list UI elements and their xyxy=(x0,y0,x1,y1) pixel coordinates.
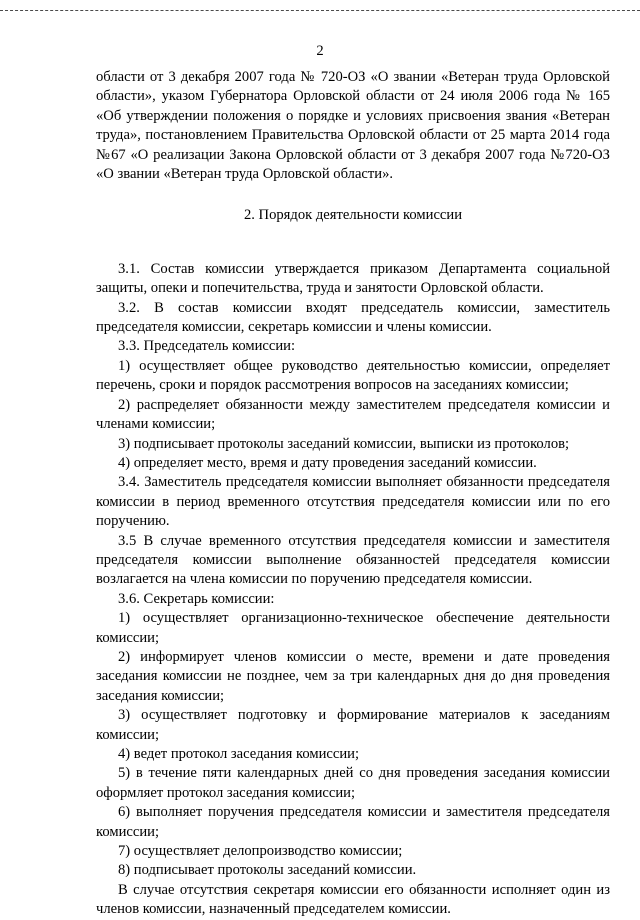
top-divider xyxy=(0,10,640,11)
paragraph: В случае отсутствия секретаря комиссии его обязанности исполняет один из членов комиссии, назначенный председателем комиссии. xyxy=(96,881,610,918)
paragraph: 6) выполняет поручения председателя комиссии и заместителя председателя комиссии; xyxy=(96,804,610,840)
paragraph: 8) подписывает протоколы заседаний комиссии. xyxy=(118,862,417,879)
document-body xyxy=(96,68,610,920)
paragraph: 5) в течение пяти календарных дней со дня проведения заседания комиссии оформляет протокол заседания комиссии; xyxy=(96,765,610,801)
paragraph: 7) осуществляет делопроизводство комиссии; xyxy=(118,843,403,860)
page-number: 2 xyxy=(316,43,324,59)
intro-paragraph: области от 3 декабря 2007 года № 720-ОЗ «О звании «Ветеран труда Орловской области», указом Губернатора Орловской области от 24 июля 2006 года № 165 «Об утверждении положения о порядке и условиях присвоения звания «Ветеран труда», постановлением Правительства Орловской области от 25 марта 2014 года №67 «О реализации Закона Орловской области от 3 декабря 2007 года №720-ОЗ «О звании «Ветеран труда Орловской области». xyxy=(96,69,610,183)
paragraph: 3) подписывает протоколы заседаний комиссии, выписки из протоколов; xyxy=(118,435,570,452)
paragraph: 3.1. Состав комиссии утверждается приказом Департамента социальной защиты, опеки и попечительства, труда и занятости Орловской области. xyxy=(96,260,610,297)
paragraph: 4) ведет протокол заседания комиссии; xyxy=(118,746,360,762)
section-heading: 2. Порядок деятельности комиссии xyxy=(243,207,463,224)
paragraph: 3) осуществляет подготовку и формирование материалов к заседаниям комиссии; xyxy=(96,707,610,743)
paragraph: 1) осуществляет организационно-техническое обеспечение деятельности комиссии; xyxy=(96,610,610,646)
paragraph: 2) информирует членов комиссии о месте, времени и дате проведения заседания комиссии не позднее, чем за три календарных дня до дня проведения заседания комиссии; xyxy=(96,648,610,704)
paragraph: 3.4. Заместитель председателя комиссии выполняет обязанности председателя комиссии в период временного отсутствия председателя комиссии или по его поручению. xyxy=(96,474,610,530)
paragraph: 3.2. В состав комиссии входят председатель комиссии, заместитель председателя комиссии, секретарь комиссии и члены комиссии. xyxy=(96,299,610,336)
paragraph: 3.3. Председатель комиссии: xyxy=(118,338,296,355)
paragraph: 3.6. Секретарь комиссии: xyxy=(118,590,275,607)
paragraph: 1) осуществляет общее руководство деятельностью комиссии, определяет перечень, сроки и порядок рассмотрения вопросов на заседаниях комиссии; xyxy=(96,357,610,394)
paragraph: 3.5 В случае временного отсутствия председателя комиссии и заместителя председателя комиссии выполнение обязанностей председателя комиссии возлагается на члена комиссии по поручению председателя комиссии. xyxy=(96,532,610,588)
paragraph: 2) распределяет обязанности между заместителем председателя комиссии и членами комиссии; xyxy=(96,396,610,433)
paragraph: 4) определяет место, время и дату проведения заседаний комиссии. xyxy=(118,454,537,471)
